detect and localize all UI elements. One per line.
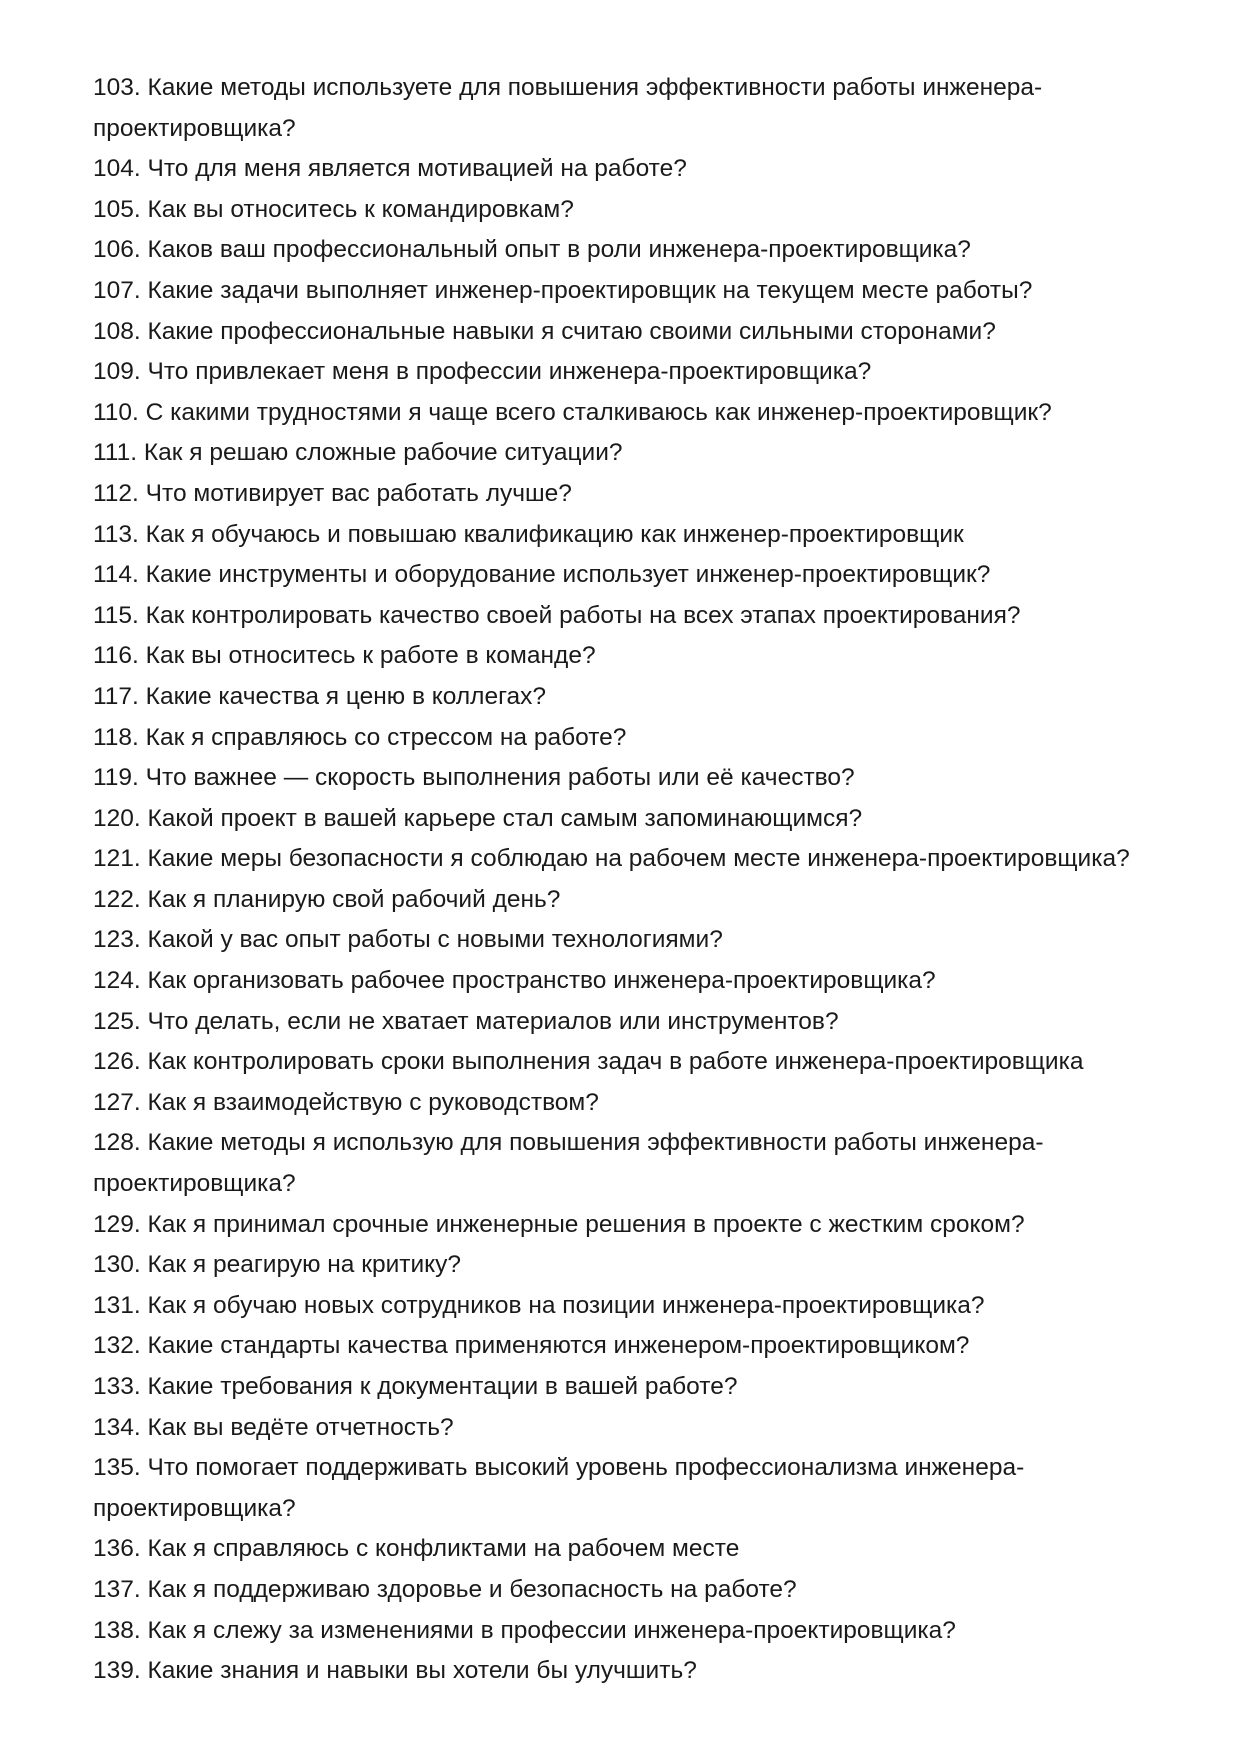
question-item: 104. Что для меня является мотивацией на работе?	[93, 155, 687, 183]
question-item: 106. Каков ваш профессиональный опыт в роли инженера-проектировщика?	[93, 236, 971, 264]
question-item: 118. Как я справляюсь со стрессом на работе?	[93, 723, 627, 751]
question-item: 136. Как я справляюсь с конфликтами на рабочем месте	[93, 1535, 740, 1563]
question-item: 116. Как вы относитесь к работе в команде?	[93, 642, 596, 670]
question-item: 119. Что важнее — скорость выполнения работы или её качество?	[93, 764, 855, 792]
question-list	[93, 68, 1173, 1692]
question-item: 139. Какие знания и навыки вы хотели бы улучшить?	[93, 1657, 697, 1685]
question-item: 113. Как я обучаюсь и повышаю квалификацию как инженер-проектировщик	[93, 520, 964, 548]
question-item: 132. Какие стандарты качества применяются инженером-проектировщиком?	[93, 1332, 970, 1360]
question-item: 115. Как контролировать качество своей работы на всех этапах проектирования?	[93, 601, 1021, 629]
question-item: 123. Какой у вас опыт работы с новыми технологиями?	[93, 926, 723, 954]
question-item: 134. Как вы ведёте отчетность?	[93, 1413, 454, 1441]
question-item: 117. Какие качества я ценю в коллегах?	[93, 682, 546, 710]
question-item: 131. Как я обучаю новых сотрудников на позиции инженера-проектировщика?	[93, 1291, 985, 1319]
question-item: 108. Какие профессиональные навыки я считаю своими сильными сторонами?	[93, 317, 996, 345]
question-item: 130. Как я реагирую на критику?	[93, 1251, 462, 1279]
question-item: 114. Какие инструменты и оборудование использует инженер-проектировщик?	[93, 561, 991, 589]
question-item: 107. Какие задачи выполняет инженер-проектировщик на текущем месте работы?	[93, 276, 1033, 304]
question-item: 122. Как я планирую свой рабочий день?	[93, 885, 561, 913]
question-item: 103. Какие методы используете для повышения эффективности работы инженера-проектировщика?	[93, 74, 1043, 142]
question-item: 109. Что привлекает меня в профессии инженера-проектировщика?	[93, 358, 872, 386]
question-item: 127. Как я взаимодействую с руководством?	[93, 1088, 599, 1116]
question-item: 128. Какие методы я использую для повышения эффективности работы инженера-проектировщика?	[93, 1129, 1044, 1198]
question-item: 112. Что мотивирует вас работать лучше?	[93, 479, 572, 507]
question-item: 135. Что помогает поддерживать высокий уровень профессионализма инженера-проектировщика?	[93, 1454, 1025, 1522]
question-item: 137. Как я поддерживаю здоровье и безопасность на работе?	[93, 1575, 797, 1603]
question-item: 111. Как я решаю сложные рабочие ситуации?	[93, 439, 623, 467]
question-item: 125. Что делать, если не хватает материалов или инструментов?	[93, 1007, 839, 1035]
question-item: 120. Какой проект в вашей карьере стал самым запоминающимся?	[93, 804, 863, 832]
question-item: 105. Как вы относитесь к командировкам?	[93, 195, 574, 223]
question-item: 110. С какими трудностями я чаще всего сталкиваюсь как инженер-проектировщик?	[93, 398, 1052, 426]
question-item: 129. Как я принимал срочные инженерные решения в проекте с жестким сроком?	[93, 1210, 1025, 1238]
question-item: 133. Какие требования к документации в вашей работе?	[93, 1373, 738, 1400]
question-item: 126. Как контролировать сроки выполнения задач в работе инженера-проектировщика	[93, 1048, 1084, 1076]
question-item: 124. Как организовать рабочее пространство инженера-проектировщика?	[93, 967, 936, 995]
question-item: 138. Как я слежу за изменениями в профессии инженера-проектировщика?	[93, 1616, 956, 1644]
question-item: 121. Какие меры безопасности я соблюдаю на рабочем месте инженера-проектировщика?	[93, 845, 1130, 873]
